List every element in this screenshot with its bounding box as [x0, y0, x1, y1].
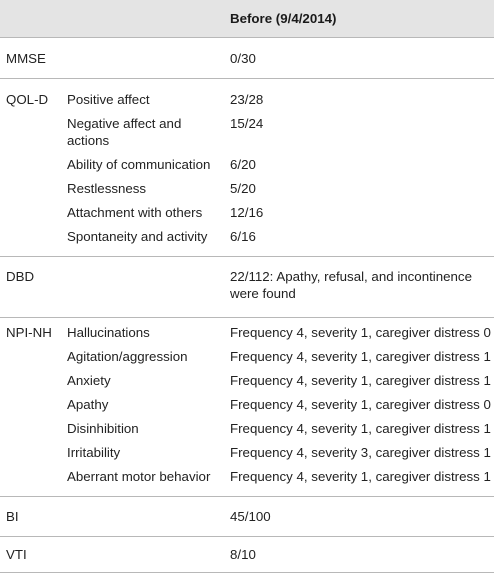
dbd-value: 22/112: Apathy, refusal, and incontinence were found [230, 269, 472, 301]
qol-item: Attachment with others [67, 205, 203, 220]
qol-item: Restlessness [67, 181, 147, 196]
mmse-value: 0/30 [230, 51, 256, 66]
qol-item: Ability of communication [67, 157, 211, 172]
npi-value: Frequency 4, severity 1, caregiver distress 0 [230, 325, 491, 340]
qol-value: 6/16 [230, 229, 256, 244]
npi-value: Frequency 4, severity 1, caregiver distress 1 [230, 373, 491, 388]
divider [0, 256, 494, 257]
divider [0, 536, 494, 537]
qol-value: 12/16 [230, 205, 264, 220]
qol-item: Negative affect and actions [67, 116, 182, 148]
npi-value: Frequency 4, severity 1, caregiver distress 0 [230, 397, 491, 412]
qol-value: 5/20 [230, 181, 256, 196]
npi-item: Aberrant motor behavior [67, 469, 211, 484]
divider [0, 572, 494, 573]
npi-item: Hallucinations [67, 325, 150, 340]
npi-value: Frequency 4, severity 3, caregiver distress 1 [230, 445, 491, 460]
qol-item: Spontaneity and activity [67, 229, 208, 244]
bi-value: 45/100 [230, 509, 271, 524]
npi-item: Anxiety [67, 373, 111, 388]
bi-label: BI [6, 509, 19, 524]
qol-value: 23/28 [230, 92, 264, 107]
header-before: Before (9/4/2014) [230, 11, 337, 26]
divider [0, 317, 494, 318]
divider [0, 78, 494, 79]
npi-value: Frequency 4, severity 1, caregiver distress 1 [230, 349, 491, 364]
npi-item: Disinhibition [67, 421, 139, 436]
qol-value: 6/20 [230, 157, 256, 172]
npi-item: Apathy [67, 397, 109, 412]
qol-item: Positive affect [67, 92, 150, 107]
dbd-label: DBD [6, 269, 35, 284]
vti-value: 8/10 [230, 547, 256, 562]
vti-label: VTI [6, 547, 27, 562]
divider [0, 496, 494, 497]
qol-value: 15/24 [230, 116, 264, 131]
npi-value: Frequency 4, severity 1, caregiver distress 1 [230, 469, 491, 484]
mmse-label: MMSE [6, 51, 46, 66]
npi-item: Irritability [67, 445, 121, 460]
divider [0, 37, 494, 38]
npi-value: Frequency 4, severity 1, caregiver distress 1 [230, 421, 491, 436]
npi-label: NPI-NH [6, 325, 52, 340]
qol-label: QOL-D [6, 92, 49, 107]
npi-item: Agitation/aggression [67, 349, 188, 364]
